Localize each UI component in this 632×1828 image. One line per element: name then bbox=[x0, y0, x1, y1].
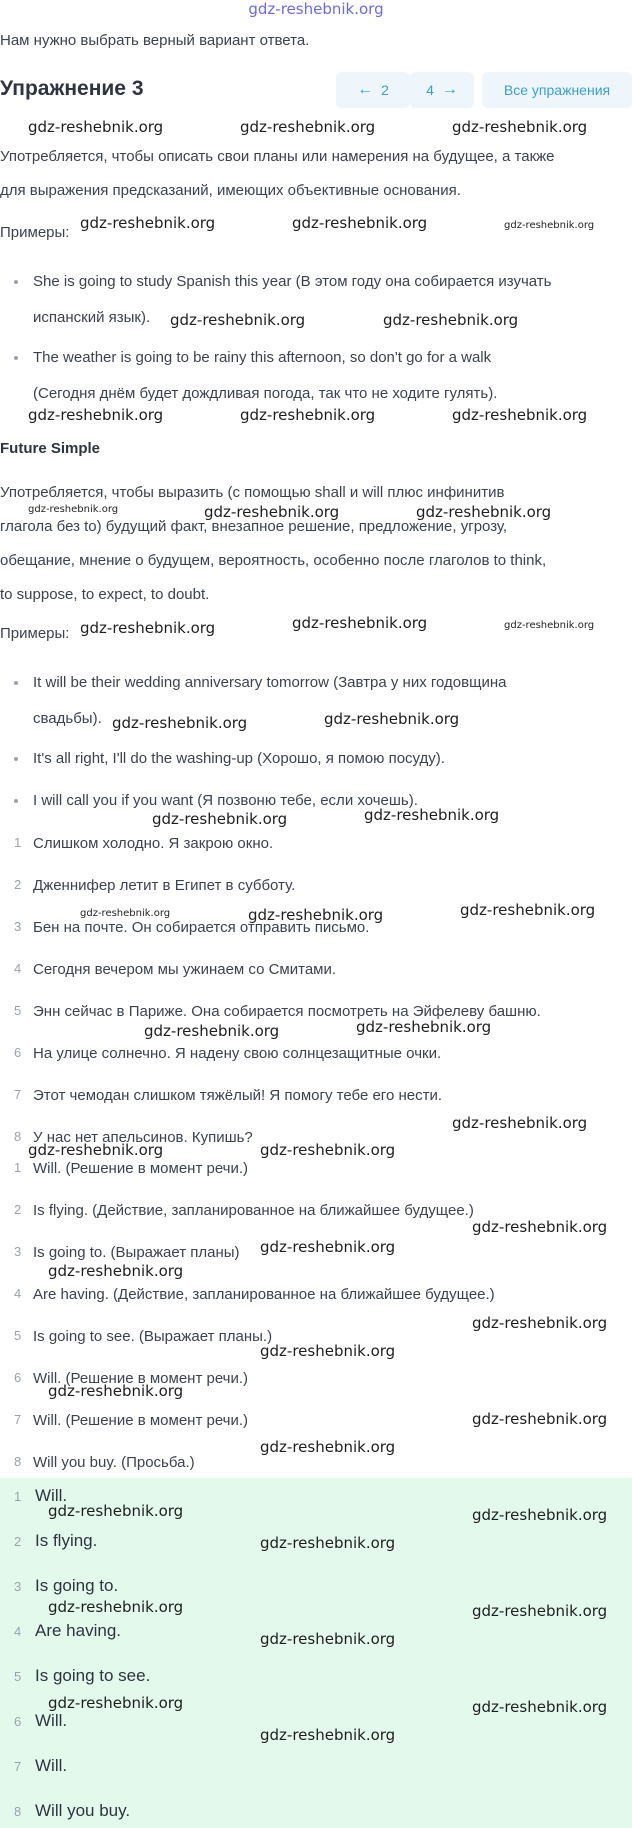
answer-text: Is going to. bbox=[35, 1576, 119, 1595]
watermark: gdz-reshebnik.org bbox=[452, 406, 588, 424]
watermark: gdz-reshebnik.org bbox=[260, 1438, 396, 1456]
explanation-text: Are having. (Действие, запланированное на ближайшее будущее.) bbox=[33, 1286, 495, 1303]
watermark: gdz-reshebnik.org bbox=[472, 1410, 608, 1428]
watermark: gdz-reshebnik.org bbox=[460, 901, 596, 919]
watermark: gdz-reshebnik.org bbox=[240, 118, 376, 136]
watermark: gdz-reshebnik.org bbox=[504, 620, 595, 631]
examples-label: Примеры: bbox=[0, 224, 70, 241]
description-line: Употребляется, чтобы описать свои планы или намерения на будущее, а также bbox=[0, 148, 555, 165]
task-text: Слишком холодно. Я закрою окно. bbox=[33, 835, 274, 852]
watermark: gdz-reshebnik.org bbox=[80, 619, 216, 637]
list-item bbox=[12, 264, 632, 336]
watermark: gdz-reshebnik.org bbox=[112, 714, 248, 732]
list-item bbox=[12, 741, 632, 777]
explanation-text: Will. (Решение в момент речи.) bbox=[33, 1370, 249, 1387]
row-number: 2 bbox=[14, 1202, 22, 1217]
bullet-icon bbox=[14, 799, 18, 803]
explanation-row bbox=[0, 1244, 632, 1268]
explanation-row bbox=[0, 1202, 632, 1226]
task-text: Дженнифер летит в Египет в субботу. bbox=[33, 877, 296, 894]
watermark: gdz-reshebnik.org bbox=[152, 810, 288, 828]
explanation-text: Is going to see. (Выражает планы.) bbox=[33, 1328, 273, 1345]
examples-label: Примеры: bbox=[0, 625, 70, 642]
watermark: gdz-reshebnik.org bbox=[260, 1342, 396, 1360]
row-number: 8 bbox=[14, 1129, 22, 1144]
answer-row bbox=[0, 1711, 632, 1737]
explanation-row bbox=[0, 1160, 632, 1184]
watermark: gdz-reshebnik.org bbox=[260, 1630, 396, 1648]
answer-row bbox=[0, 1576, 632, 1602]
watermark: gdz-reshebnik.org bbox=[364, 806, 500, 824]
row-number: 2 bbox=[14, 1534, 22, 1549]
list-item bbox=[12, 783, 632, 819]
row-number: 4 bbox=[14, 961, 22, 976]
watermark: gdz-reshebnik.org bbox=[28, 406, 164, 424]
bullet-icon bbox=[14, 356, 18, 360]
task-row bbox=[0, 877, 632, 901]
task-row bbox=[0, 1045, 632, 1069]
task-row bbox=[0, 1129, 632, 1153]
answer-text: Will. bbox=[35, 1756, 68, 1775]
watermark: gdz-reshebnik.org bbox=[260, 1141, 396, 1159]
list-item bbox=[12, 665, 632, 737]
example-line: (Сегодня днём будет дождливая погода, так что не ходите гулять). bbox=[33, 385, 498, 402]
description-line: to suppose, to expect, to doubt. bbox=[0, 586, 210, 603]
explanation-text: Is going to. (Выражает планы) bbox=[33, 1244, 240, 1261]
example-line: It's all right, I'll do the washing-up (Хорошо, я помою посуду). bbox=[33, 750, 445, 767]
watermark: gdz-reshebnik.org bbox=[28, 118, 164, 136]
row-number: 7 bbox=[14, 1412, 22, 1427]
explanation-text: Will you buy. (Просьба.) bbox=[33, 1454, 195, 1471]
answer-row bbox=[0, 1756, 632, 1782]
answer-text: Are having. bbox=[35, 1621, 121, 1640]
watermark: gdz-reshebnik.org bbox=[260, 1726, 396, 1744]
explanation-row bbox=[0, 1328, 632, 1352]
intro-text: Нам нужно выбрать верный вариант ответа. bbox=[0, 32, 310, 49]
watermark: gdz-reshebnik.org bbox=[416, 503, 552, 521]
example-line: She is going to study Spanish this year (В этом году она собирается изучать bbox=[33, 273, 552, 290]
row-number: 6 bbox=[14, 1045, 22, 1060]
row-number: 5 bbox=[14, 1328, 22, 1343]
watermark: gdz-reshebnik.org bbox=[452, 1114, 588, 1132]
task-text: У нас нет апельсинов. Купишь? bbox=[33, 1129, 253, 1146]
list-item bbox=[12, 340, 632, 412]
arrow-right-icon: → bbox=[441, 81, 458, 98]
example-line: It will be their wedding anniversary tomorrow (Завтра у них годовщина bbox=[33, 674, 507, 691]
answer-row bbox=[0, 1666, 632, 1692]
answer-text: Will you buy. bbox=[35, 1801, 131, 1820]
description-line: глагола без to) будущий факт, внезапное решение, предложение, угрозу, bbox=[0, 518, 508, 535]
watermark: gdz-reshebnik.org bbox=[48, 1262, 184, 1280]
watermark: gdz-reshebnik.org bbox=[48, 1502, 184, 1520]
watermark: gdz-reshebnik.org bbox=[452, 118, 588, 136]
task-row bbox=[0, 1087, 632, 1111]
watermark: gdz-reshebnik.org bbox=[28, 1141, 164, 1159]
watermark: gdz-reshebnik.org bbox=[28, 504, 119, 515]
explanation-text: Will. (Решение в момент речи.) bbox=[33, 1412, 249, 1429]
row-number: 6 bbox=[14, 1370, 22, 1385]
next-exercise-button[interactable] bbox=[410, 72, 474, 108]
watermark: gdz-reshebnik.org bbox=[472, 1218, 608, 1236]
watermark: gdz-reshebnik.org bbox=[356, 1018, 492, 1036]
explanation-row bbox=[0, 1286, 632, 1310]
watermark: gdz-reshebnik.org bbox=[472, 1698, 608, 1716]
watermark: gdz-reshebnik.org bbox=[48, 1694, 184, 1712]
watermark: gdz-reshebnik.org bbox=[383, 311, 519, 329]
task-text: Этот чемодан слишком тяжёлый! Я помогу тебе его нести. bbox=[33, 1087, 442, 1104]
row-number: 5 bbox=[14, 1669, 22, 1684]
arrow-left-icon: ← bbox=[357, 81, 374, 98]
task-row bbox=[0, 961, 632, 985]
exercise-title: Упражнение 3 bbox=[0, 77, 144, 100]
explanation-text: Will. (Решение в момент речи.) bbox=[33, 1160, 249, 1177]
row-number: 7 bbox=[14, 1087, 22, 1102]
watermark: gdz-reshebnik.org bbox=[48, 1598, 184, 1616]
row-number: 4 bbox=[14, 1624, 22, 1639]
watermark: gdz-reshebnik.org bbox=[292, 214, 428, 232]
answer-row bbox=[0, 1531, 632, 1557]
watermark: gdz-reshebnik.org bbox=[472, 1506, 608, 1524]
watermark: gdz-reshebnik.org bbox=[170, 311, 306, 329]
watermark: gdz-reshebnik.org bbox=[504, 220, 595, 231]
answer-row bbox=[0, 1621, 632, 1647]
watermark: gdz-reshebnik.org bbox=[472, 1314, 608, 1332]
row-number: 8 bbox=[14, 1804, 22, 1819]
watermark: gdz-reshebnik.org bbox=[292, 614, 428, 632]
row-number: 7 bbox=[14, 1759, 22, 1774]
watermark: gdz-reshebnik.org bbox=[472, 1602, 608, 1620]
task-row bbox=[0, 1003, 632, 1027]
description-line: для выражения предсказаний, имеющих объективные основания. bbox=[0, 182, 461, 199]
row-number: 3 bbox=[14, 1579, 22, 1594]
watermark: gdz-reshebnik.org bbox=[204, 503, 340, 521]
watermark: gdz-reshebnik.org bbox=[260, 1534, 396, 1552]
prev-exercise-label: 2 bbox=[381, 82, 389, 98]
row-number: 2 bbox=[14, 877, 22, 892]
description-line: обещание, мнение о будущем, вероятность, особенно после глаголов to think, bbox=[0, 552, 547, 569]
row-number: 1 bbox=[14, 835, 22, 850]
row-number: 3 bbox=[14, 1244, 22, 1259]
task-text: Энн сейчас в Париже. Она собирается посмотреть на Эйфелеву башню. bbox=[33, 1003, 541, 1020]
answer-text: Is going to see. bbox=[35, 1666, 151, 1685]
row-number: 5 bbox=[14, 1003, 22, 1018]
row-number: 8 bbox=[14, 1454, 22, 1469]
next-exercise-label: 4 bbox=[426, 82, 434, 98]
bullet-icon bbox=[14, 757, 18, 761]
explanation-row bbox=[0, 1412, 632, 1436]
bullet-icon bbox=[14, 681, 18, 685]
task-text: Сегодня вечером мы ужинаем со Смитами. bbox=[33, 961, 337, 978]
watermark: gdz-reshebnik.org bbox=[240, 406, 376, 424]
watermark: gdz-reshebnik.org bbox=[324, 710, 460, 728]
task-row bbox=[0, 835, 632, 859]
row-number: 4 bbox=[14, 1286, 22, 1301]
future-simple-description bbox=[0, 476, 632, 612]
row-number: 3 bbox=[14, 919, 22, 934]
watermark: gdz-reshebnik.org bbox=[80, 214, 216, 232]
bullet-icon bbox=[14, 280, 18, 284]
answer-row bbox=[0, 1486, 632, 1512]
task-row bbox=[0, 919, 632, 943]
watermark: gdz-reshebnik.org bbox=[80, 908, 171, 919]
site-header[interactable]: gdz-reshebnik.org bbox=[248, 0, 384, 18]
row-number: 1 bbox=[14, 1160, 22, 1175]
answer-text: Is flying. bbox=[35, 1531, 98, 1550]
section-title: Future Simple bbox=[0, 440, 101, 457]
explanation-text: Is flying. (Действие, запланированное на ближайшее будущее.) bbox=[33, 1202, 474, 1219]
answer-text: Will. bbox=[35, 1711, 68, 1730]
example-line: свадьбы). bbox=[33, 710, 102, 727]
watermark: gdz-reshebnik.org bbox=[48, 1382, 184, 1400]
task-text: На улице солнечно. Я надену свою солнцезащитные очки. bbox=[33, 1045, 442, 1062]
answer-text: Will. bbox=[35, 1486, 68, 1505]
watermark: gdz-reshebnik.org bbox=[144, 1022, 280, 1040]
task-text: Бен на почте. Он собирается отправить письмо. bbox=[33, 919, 370, 936]
row-number: 6 bbox=[14, 1714, 22, 1729]
watermark: gdz-reshebnik.org bbox=[248, 906, 384, 924]
explanation-row bbox=[0, 1454, 632, 1478]
prev-exercise-button[interactable] bbox=[336, 72, 410, 108]
row-number: 1 bbox=[14, 1489, 22, 1504]
explanation-row bbox=[0, 1370, 632, 1394]
description-line: Употребляется, чтобы выразить (с помощью shall и will плюс инфинитив bbox=[0, 484, 505, 501]
all-exercises-button[interactable]: Все упражнения bbox=[482, 72, 632, 108]
watermark: gdz-reshebnik.org bbox=[260, 1238, 396, 1256]
example-line: испанский язык). bbox=[33, 309, 151, 326]
going-to-description bbox=[0, 140, 632, 208]
example-line: The weather is going to be rainy this afternoon, so don't go for a walk bbox=[33, 349, 492, 366]
example-line: I will call you if you want (Я позвоню тебе, если хочешь). bbox=[33, 792, 418, 809]
answer-row bbox=[0, 1801, 632, 1827]
